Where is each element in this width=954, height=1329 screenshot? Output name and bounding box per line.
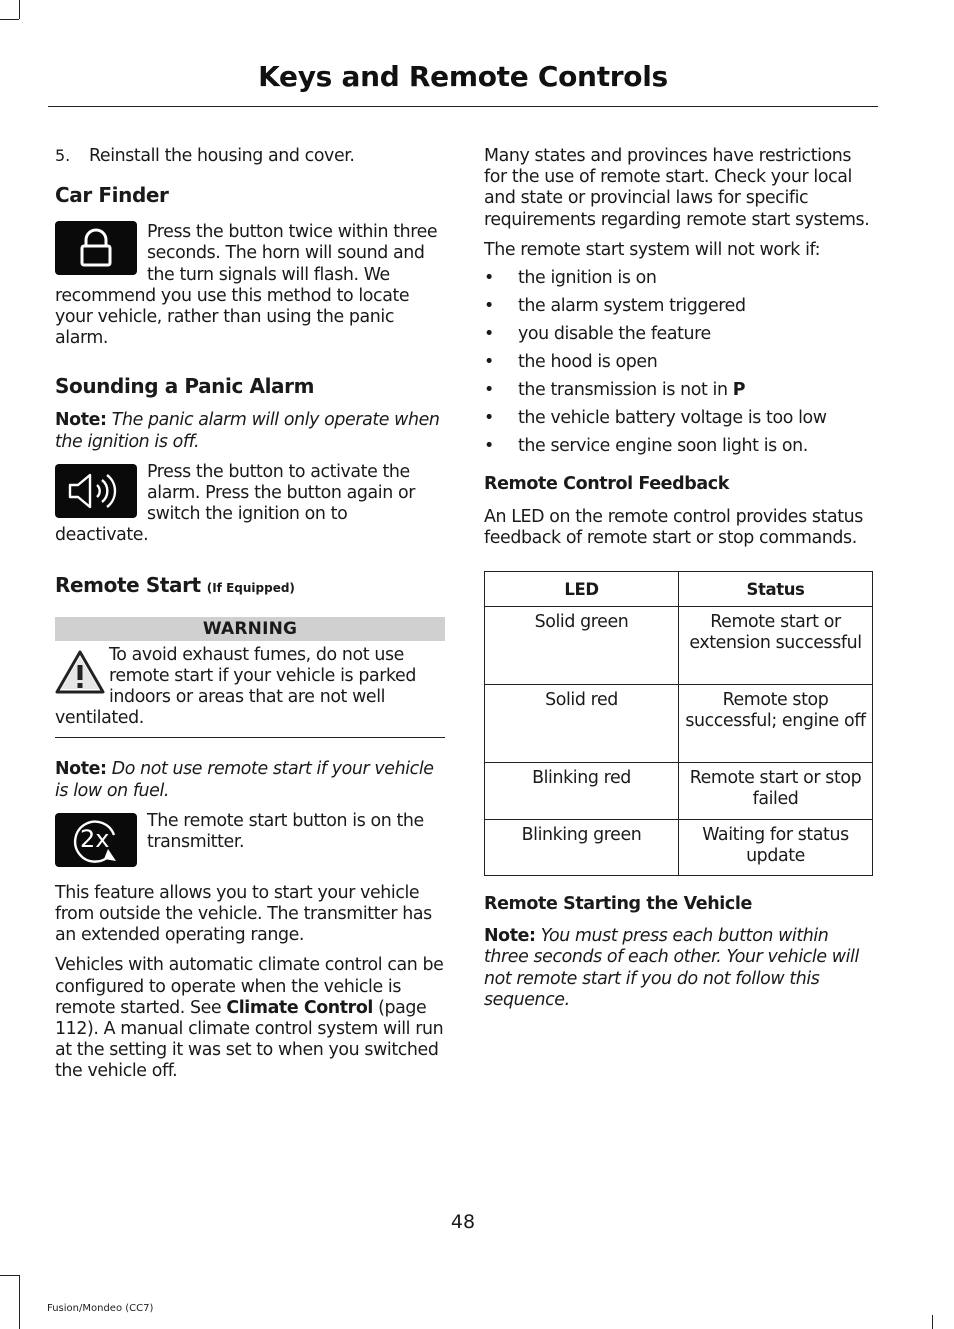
list-item-text: the alarm system triggered <box>518 296 746 317</box>
bullet-dot: • <box>484 268 494 289</box>
remote-start-title: Remote Start <box>55 572 201 597</box>
remote-start-heading <box>55 573 445 597</box>
table-row <box>485 762 873 819</box>
warning-bar: WARNING <box>55 617 445 641</box>
warning-text: To avoid exhaust fumes, do not use remote start if your vehicle is parked indoors or areas that are not well ventilated. <box>55 644 416 729</box>
list-item-text: the hood is open <box>518 352 658 373</box>
bullet-dot: • <box>484 408 494 429</box>
status-cell: Remote start or extension successful <box>679 606 873 684</box>
footer-model: Fusion/Mondeo (CC7) <box>47 1303 154 1314</box>
remote-start-button-block <box>55 811 445 871</box>
crop-mark <box>19 0 20 19</box>
intro-text: Many states and provinces have restrictions for the use of remote start. Check your local and state or provincial laws for specific requirements regarding remote start systems. <box>484 146 870 230</box>
feedback-text: An LED on the remote control provides status feedback of remote start or stop commands. <box>484 507 863 549</box>
list-item-text <box>518 380 745 401</box>
crop-mark <box>0 19 19 20</box>
table-row <box>485 684 873 762</box>
status-cell: Remote start or stop failed <box>679 762 873 819</box>
bullet-dot: • <box>484 380 494 401</box>
table-row <box>485 606 873 684</box>
para2-text-a: Vehicles with automatic climate control can be configured to operate when the vehicle is remote started. See <box>55 955 444 1018</box>
remote-starting-note <box>484 926 874 1011</box>
panic-note <box>55 410 445 452</box>
page-number: 48 <box>450 1211 476 1233</box>
led-cell: Solid red <box>485 684 679 762</box>
status-cell: Remote stop successful; engine off <box>679 684 873 762</box>
list-item <box>484 324 874 345</box>
list-item-text: the ignition is on <box>518 268 657 289</box>
list-item <box>484 436 874 457</box>
step-number: 5. <box>55 146 71 165</box>
crop-mark <box>932 1315 933 1329</box>
list-item <box>484 352 874 373</box>
header-rule <box>48 106 878 107</box>
remote-start-para2 <box>55 955 445 1082</box>
crop-mark <box>0 1275 19 1276</box>
step-text: Reinstall the housing and cover. <box>89 146 355 166</box>
list-item-text-main: the transmission is not in <box>518 380 733 401</box>
list-item <box>484 380 874 401</box>
list-item-text: the vehicle battery voltage is too low <box>518 408 827 429</box>
led-cell: Blinking green <box>485 819 679 875</box>
if-equipped-label: (If Equipped) <box>206 580 295 595</box>
led-status-table <box>484 571 873 877</box>
bullet-dot: • <box>484 436 494 457</box>
warning-block <box>55 645 445 730</box>
bullet-dot: • <box>484 324 494 345</box>
car-finder-text: Press the button twice within three seconds. The horn will sound and the turn signals will flash. We recommend you use this method to locate your vehicle, rather than using the panic alarm. <box>55 222 438 349</box>
list-item <box>484 296 874 317</box>
feedback-heading: Remote Control Feedback <box>484 474 730 495</box>
remote-start-para1: This feature allows you to start your vehicle from outside the vehicle. The transmitter has an extended operating range. <box>55 882 432 946</box>
para2-text-b: (page 112). A manual climate control system will run at the setting it was set to when you switched the vehicle off. <box>55 997 444 1082</box>
car-finder-heading: Car Finder <box>55 183 169 208</box>
bullet-dot: • <box>484 296 494 317</box>
remote-start-button-text: The remote start button is on the transmitter. <box>147 810 424 853</box>
list-item-text: you disable the feature <box>518 324 711 345</box>
panic-alarm-heading: Sounding a Panic Alarm <box>55 374 315 399</box>
note-label: Note: <box>484 926 536 947</box>
table-header-row <box>485 571 873 606</box>
speaker-icon <box>55 464 137 518</box>
column-header-led: LED <box>485 571 679 606</box>
icon-label: 2x <box>80 824 110 853</box>
led-cell: Solid green <box>485 606 679 684</box>
warning-triangle-icon <box>55 649 105 695</box>
remote-start-2x-icon <box>55 813 137 867</box>
led-cell: Blinking red <box>485 762 679 819</box>
list-item-text: the service engine soon light is on. <box>518 436 808 457</box>
lock-icon <box>55 221 137 275</box>
status-cell: Waiting for status update <box>679 819 873 875</box>
bullet-list <box>484 268 874 457</box>
bullet-dot: • <box>484 352 494 373</box>
page-title: Keys and Remote Controls <box>258 60 668 93</box>
remote-starting-heading: Remote Starting the Vehicle <box>484 894 752 915</box>
note-label: Note: <box>55 759 107 780</box>
gear-p-label: P <box>732 380 746 401</box>
panic-block <box>55 462 445 547</box>
table-row <box>485 819 873 875</box>
column-header-status: Status <box>679 571 873 606</box>
note-label: Note: <box>55 410 107 431</box>
left-column <box>55 146 445 1083</box>
warning-rule <box>55 737 445 738</box>
step-5 <box>55 146 445 167</box>
list-item <box>484 268 874 289</box>
climate-control-link[interactable]: Climate Control <box>226 997 373 1018</box>
crop-mark <box>19 1275 20 1329</box>
list-item <box>484 408 874 429</box>
remote-start-note <box>55 759 445 801</box>
panic-text: Press the button to activate the alarm. Press the button again or switch the ignition on to deactivate. <box>55 461 415 546</box>
note-text: Do not use remote start if your vehicle is low on fuel. <box>55 759 434 801</box>
note-text: You must press each button within three seconds of each other. Your vehicle will not remote start if you do not follow this sequence. <box>484 926 859 1010</box>
note-text: The panic alarm will only operate when the ignition is off. <box>55 410 440 452</box>
right-column <box>484 146 874 1011</box>
will-not-work-text: The remote start system will not work if: <box>484 239 821 260</box>
car-finder-block <box>55 222 445 349</box>
